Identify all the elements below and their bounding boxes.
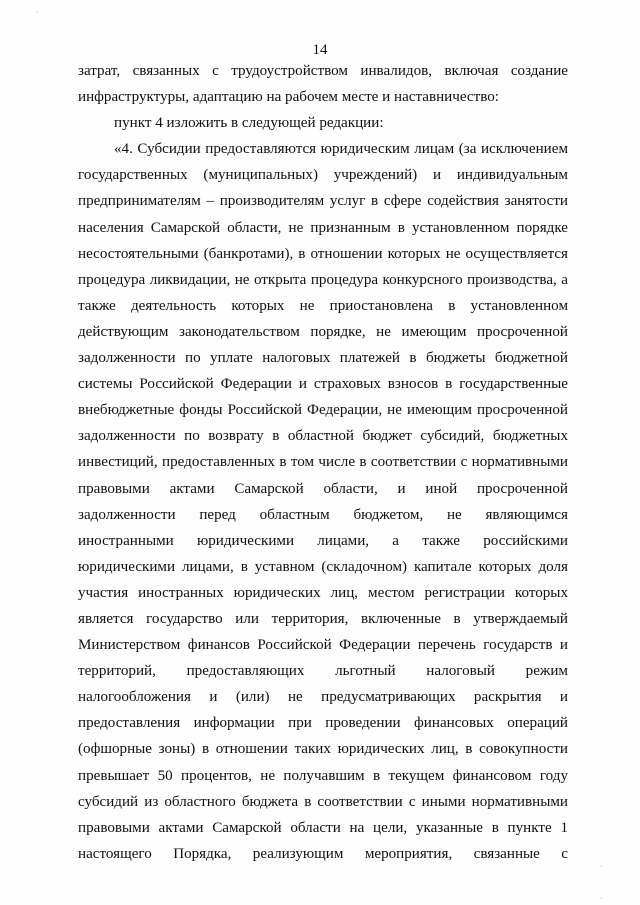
text-line: несостоятельными (банкротами), в отношении которых не осуществляется — [78, 245, 568, 262]
margin-mark: · — [600, 862, 603, 871]
text-line: населения Самарской области, не признанным в установленном порядке — [78, 219, 568, 236]
text-line: юридическими лицами, в уставном (складочном) капитале которых доля — [78, 558, 568, 575]
text-line: задолженности по уплате налоговых платежей в бюджеты бюджетной — [78, 350, 568, 367]
text-line: затрат, связанных с трудоустройством инвалидов, включая создание — [78, 63, 568, 79]
text-line: настоящего Порядка, реализующим мероприятия, связанные с — [78, 845, 568, 862]
text-line: процедура ликвидации, не открыта процедура конкурсного производства, а — [78, 271, 568, 288]
margin-mark: · — [36, 8, 39, 17]
text-line: внебюджетные фонды Российской Федерации, не имеющим просроченной — [78, 402, 568, 419]
text-line: действующим законодательством порядке, не имеющим просроченной — [78, 323, 568, 340]
text-line: территорий, предоставляющих льготный налоговый режим — [78, 663, 568, 680]
page-number: 14 — [312, 42, 328, 58]
text-line: пункт 4 изложить в следующей редакции: — [114, 115, 384, 132]
document-body — [78, 58, 568, 867]
text-line: предоставления информации при проведении финансовых операций — [78, 715, 568, 732]
text-line: превышает 50 процентов, не получавшим в текущем финансовом году — [78, 767, 568, 784]
text-line: «4. Субсидии предоставляются юридическим лицам (за исключением — [114, 141, 568, 158]
text-line: участия иностранных юридических лиц, местом регистрации которых — [78, 584, 568, 601]
margin-mark: · — [600, 894, 603, 903]
text-line: также деятельность которых не приостановлена в установленном — [78, 297, 568, 314]
text-line: Министерством финансов Российской Федерации перечень государств и — [78, 637, 568, 654]
text-line: задолженности перед областным бюджетом, не являющимся — [78, 506, 568, 523]
text-line: является государство или территория, включенные в утверждаемый — [78, 610, 568, 627]
text-line: инфраструктуры, адаптацию на рабочем месте и наставничество: — [78, 89, 499, 106]
text-line: государственных (муниципальных) учреждений) и индивидуальным — [78, 167, 568, 184]
text-line: (офшорные зоны) в отношении таких юридических лиц, в совокупности — [78, 741, 568, 758]
text-line: субсидий из областного бюджета в соответствии с иными нормативными — [78, 793, 568, 810]
text-line: налогообложения и (или) не предусматривающих раскрытия и — [78, 689, 568, 706]
text-line: системы Российской Федерации и страховых взносов в государственные — [78, 376, 568, 393]
text-line: предпринимателям – производителям услуг в сфере содействия занятости — [78, 193, 568, 210]
text-line: инвестиций, предоставленных в том числе в соответствии с нормативными — [78, 454, 568, 471]
text-line: задолженности по возврату в областной бюджет субсидий, бюджетных — [78, 428, 568, 445]
text-line: иностранными юридическими лицами, а также российскими — [78, 532, 568, 549]
text-line: правовыми актами Самарской области на цели, указанные в пункте 1 — [78, 819, 568, 836]
text-line: правовыми актами Самарской области, и иной просроченной — [78, 480, 568, 497]
